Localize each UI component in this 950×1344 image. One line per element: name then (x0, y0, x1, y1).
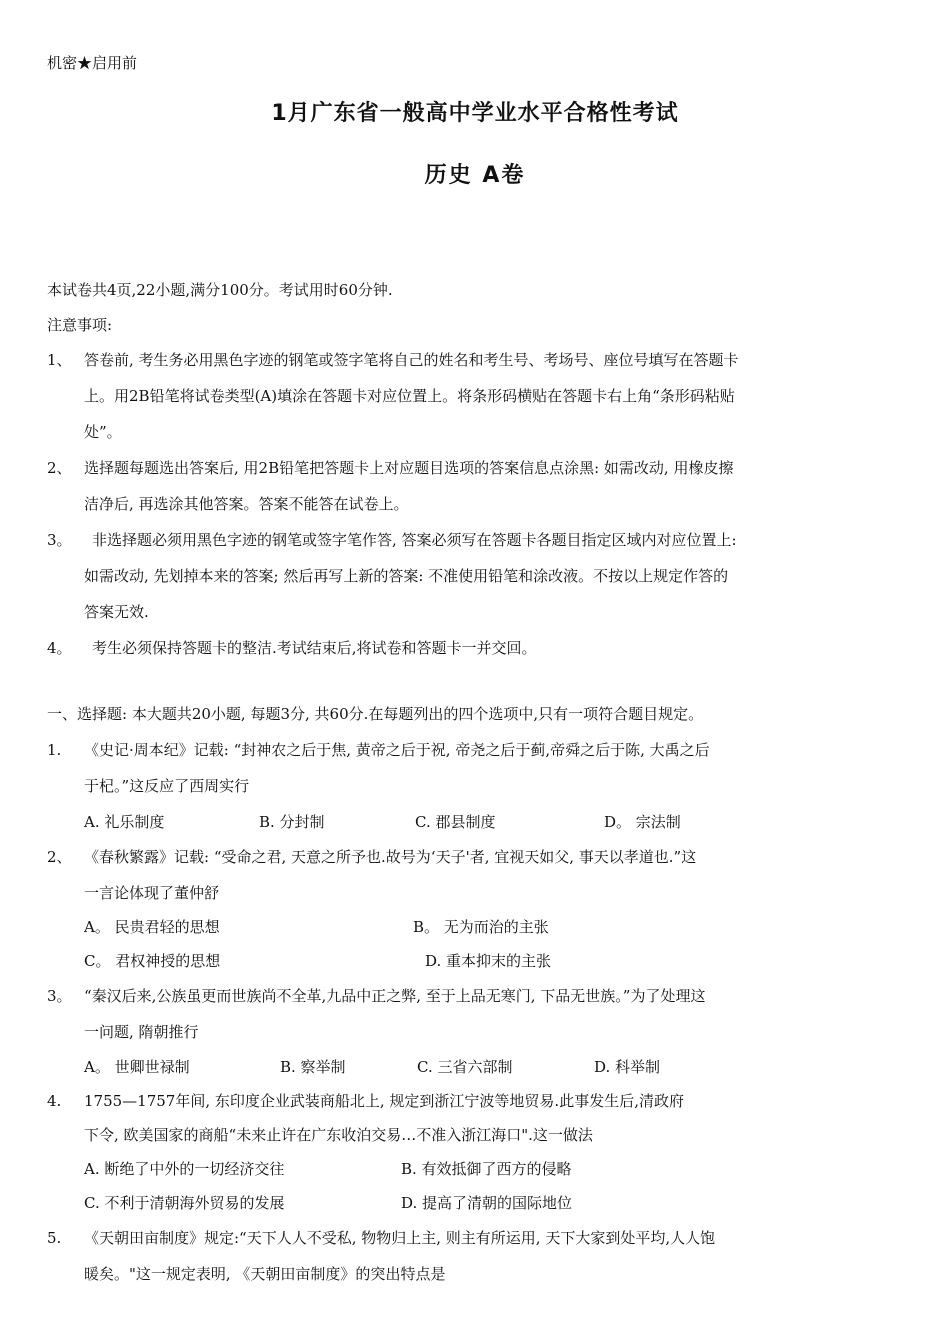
exam-subtitle: 历史 A卷 (424, 163, 526, 188)
option-a: A. 礼乐制度 (84, 813, 165, 831)
option-b: B。 无为而治的主张 (413, 918, 549, 936)
question-number: 4. (47, 1092, 62, 1110)
option-c: C. 不利于清朝海外贸易的发展 (84, 1194, 285, 1212)
question-number: 1. (47, 741, 62, 759)
question-line: 暖矣。"这一规定表明, 《天朝田亩制度》的突出特点是 (84, 1265, 446, 1283)
question-line: “秦汉后来,公族虽更而世族尚不全革,九品中正之弊, 至于上品无寒门, 下品无世族。”为了处理这 (84, 987, 706, 1005)
note-line: 上。用2B铅笔将试卷类型(A)填涂在答题卡对应位置上。将条形码横贴在答题卡右上角“条形码粘贴 (84, 387, 735, 405)
question-line: 《春秋繁露》记载: “受命之君, 天意之所予也.故号为‘天子'者, 宜视天如父, 事天以孝道也.”这 (84, 848, 697, 866)
option-d: D。 宗法制 (604, 813, 681, 831)
note-line: 如需改动, 先划掉本来的答案; 然后再写上新的答案: 不准使用铅笔和涂改液。不按以上规定作答的 (84, 567, 729, 585)
option-c: C. 三省六部制 (417, 1058, 513, 1076)
question-line: 《天朝田亩制度》规定:“天下人人不受私, 物物归上主, 则主有所运用, 天下大家到处平均,人人饱 (84, 1229, 716, 1247)
option-d: D. 重本抑末的主张 (425, 952, 552, 970)
note-line: 选择题每题选出答案后, 用2B铅笔把答题卡上对应题目选项的答案信息点涂黑: 如需改动, 用橡皮擦 (84, 459, 734, 477)
note-line: 洁净后, 再选涂其他答案。答案不能答在试卷上。 (84, 495, 409, 513)
note-line: 考生必须保持答题卡的整洁.考试结束后,将试卷和答题卡一并交回。 (92, 639, 537, 657)
question-number: 3。 (47, 987, 72, 1005)
option-b: B. 察举制 (280, 1058, 346, 1076)
note-number: 3。 (47, 531, 72, 549)
option-b: B. 有效抵御了西方的侵略 (401, 1160, 572, 1178)
note-number: 1、 (47, 351, 72, 369)
question-line: 于杞。”这反应了西周实行 (84, 777, 250, 795)
exam-summary: 本试卷共4页,22小题,满分100分。考试用时60分钟. (47, 281, 393, 299)
question-number: 5. (47, 1229, 62, 1247)
question-number: 2、 (47, 848, 72, 866)
option-d: D. 提高了清朝的国际地位 (401, 1194, 573, 1212)
option-a: A. 断绝了中外的一切经济交往 (84, 1160, 285, 1178)
option-d: D. 科举制 (594, 1058, 661, 1076)
question-line: 下令, 欧美国家的商船“未来止许在广东收泊交易…不准入浙江海口".这一做法 (84, 1126, 593, 1144)
question-line: 一言论体现了董仲舒 (84, 884, 220, 902)
option-c: C. 郡县制度 (415, 813, 496, 831)
option-c: C。 君权神授的思想 (84, 952, 221, 970)
question-line: 《史记·周本纪》记载: “封神农之后于焦, 黄帝之后于祝, 帝尧之后于蓟,帝舜之后于陈, 大禹之后 (84, 741, 710, 759)
question-line: 1755—1757年间, 东印度企业武装商船北上, 规定到浙江宁波等地贸易.此事发生后,清政府 (84, 1092, 684, 1110)
notes-label: 注意事项: (47, 316, 113, 334)
option-a: A。 民贵君轻的思想 (84, 918, 220, 936)
question-line: 一问题, 隋朝推行 (84, 1023, 199, 1041)
note-line: 处”。 (84, 423, 122, 441)
note-number: 4。 (47, 639, 72, 657)
confidential-label: 机密★启用前 (47, 54, 138, 72)
section-heading: 一、选择题: 本大题共20小题, 每题3分, 共60分.在每题列出的四个选项中,只有一项符合题目规定。 (47, 705, 704, 723)
exam-title: 1月广东省一般高中学业水平合格性考试 (271, 101, 679, 126)
note-line: 非选择题必须用黑色字迹的钢笔或签字笔作答, 答案必须写在答题卡各题目指定区域内对应位置上: (92, 531, 737, 549)
option-b: B. 分封制 (259, 813, 325, 831)
note-number: 2、 (47, 459, 72, 477)
option-a: A。 世卿世禄制 (84, 1058, 190, 1076)
note-line: 答卷前, 考生务必用黑色字迹的钢笔或签字笔将自己的姓名和考生号、考场号、座位号填写在答题卡 (84, 351, 739, 369)
note-line: 答案无效. (84, 603, 149, 621)
